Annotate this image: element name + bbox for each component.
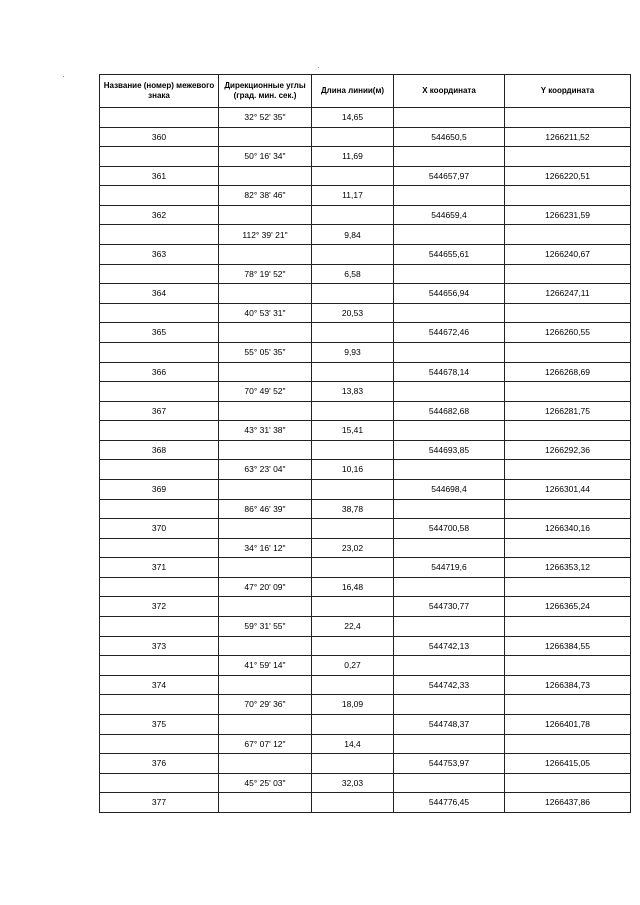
cell-y-coordinate: [505, 538, 631, 558]
cell-bearing: [219, 754, 312, 774]
cell-bearing: [219, 284, 312, 304]
cell-x-coordinate: 544742,13: [394, 636, 505, 656]
cell-bearing: 43° 31' 38": [219, 421, 312, 441]
cell-line-length: 13,83: [312, 382, 394, 402]
header-bearing: Дирекционные углы (град. мин. сек.): [219, 75, 312, 108]
cell-bearing: 55° 05' 35": [219, 342, 312, 362]
cell-y-coordinate: [505, 108, 631, 128]
cell-bearing: [219, 205, 312, 225]
cell-x-coordinate: 544698,4: [394, 479, 505, 499]
cell-x-coordinate: [394, 108, 505, 128]
cell-bearing: 34° 16' 12": [219, 538, 312, 558]
cell-line-length: 9,93: [312, 342, 394, 362]
cell-marker-name: [100, 382, 219, 402]
scan-speck: [63, 76, 64, 77]
table-row: [100, 303, 631, 323]
cell-y-coordinate: [505, 499, 631, 519]
cell-bearing: 78° 19' 52": [219, 264, 312, 284]
cell-x-coordinate: [394, 499, 505, 519]
cell-bearing: 112° 39' 21": [219, 225, 312, 245]
cell-y-coordinate: 1266292,36: [505, 440, 631, 460]
cell-bearing: 50° 16' 34": [219, 147, 312, 167]
cell-line-length: [312, 558, 394, 578]
cell-x-coordinate: [394, 186, 505, 206]
cell-bearing: [219, 793, 312, 813]
cell-marker-name: 362: [100, 205, 219, 225]
table-row: [100, 656, 631, 676]
cell-x-coordinate: 544753,97: [394, 754, 505, 774]
cell-line-length: [312, 519, 394, 539]
cell-marker-name: [100, 225, 219, 245]
cell-x-coordinate: 544656,94: [394, 284, 505, 304]
cell-bearing: [219, 440, 312, 460]
cell-bearing: 82° 38' 46": [219, 186, 312, 206]
cell-marker-name: 368: [100, 440, 219, 460]
table-row: [100, 499, 631, 519]
table-row: [100, 479, 631, 499]
cell-y-coordinate: [505, 342, 631, 362]
table-row: [100, 245, 631, 265]
cell-x-coordinate: [394, 421, 505, 441]
cell-line-length: 23,02: [312, 538, 394, 558]
table-row: [100, 205, 631, 225]
cell-y-coordinate: [505, 186, 631, 206]
cell-marker-name: [100, 656, 219, 676]
cell-line-length: [312, 754, 394, 774]
cell-line-length: 6,58: [312, 264, 394, 284]
cell-y-coordinate: [505, 577, 631, 597]
cell-bearing: 41° 59' 14": [219, 656, 312, 676]
cell-x-coordinate: 544693,85: [394, 440, 505, 460]
cell-marker-name: 370: [100, 519, 219, 539]
cell-x-coordinate: 544748,37: [394, 714, 505, 734]
cell-y-coordinate: 1266415,05: [505, 754, 631, 774]
cell-marker-name: 372: [100, 597, 219, 617]
cell-bearing: [219, 362, 312, 382]
cell-x-coordinate: [394, 734, 505, 754]
cell-line-length: [312, 675, 394, 695]
cell-line-length: [312, 479, 394, 499]
cell-marker-name: [100, 617, 219, 637]
cell-x-coordinate: [394, 460, 505, 480]
cell-line-length: [312, 362, 394, 382]
table-row: [100, 264, 631, 284]
cell-line-length: 11,69: [312, 147, 394, 167]
cell-x-coordinate: 544700,58: [394, 519, 505, 539]
cell-y-coordinate: 1266301,44: [505, 479, 631, 499]
cell-bearing: [219, 323, 312, 343]
cell-x-coordinate: 544682,68: [394, 401, 505, 421]
cell-x-coordinate: 544655,61: [394, 245, 505, 265]
cell-x-coordinate: [394, 577, 505, 597]
cell-x-coordinate: [394, 264, 505, 284]
table-row: [100, 460, 631, 480]
cell-marker-name: 367: [100, 401, 219, 421]
cell-bearing: [219, 558, 312, 578]
table-row: [100, 558, 631, 578]
cell-marker-name: 364: [100, 284, 219, 304]
cell-bearing: [219, 479, 312, 499]
cell-x-coordinate: [394, 147, 505, 167]
table-row: [100, 754, 631, 774]
cell-line-length: [312, 440, 394, 460]
header-line-length: Длина линии(м): [312, 75, 394, 108]
table-row: [100, 166, 631, 186]
cell-line-length: 18,09: [312, 695, 394, 715]
cell-marker-name: 377: [100, 793, 219, 813]
table-header-row: [100, 75, 631, 108]
cell-line-length: [312, 714, 394, 734]
cell-line-length: [312, 597, 394, 617]
cell-y-coordinate: 1266211,52: [505, 127, 631, 147]
cell-y-coordinate: 1266401,78: [505, 714, 631, 734]
table-row: [100, 421, 631, 441]
cell-x-coordinate: 544657,97: [394, 166, 505, 186]
cell-bearing: 70° 49' 52": [219, 382, 312, 402]
cell-x-coordinate: 544776,45: [394, 793, 505, 813]
cell-x-coordinate: 544659,4: [394, 205, 505, 225]
cell-bearing: [219, 714, 312, 734]
table-body: [100, 108, 631, 813]
cell-marker-name: [100, 421, 219, 441]
table-row: [100, 617, 631, 637]
cell-y-coordinate: [505, 617, 631, 637]
cell-x-coordinate: 544730,77: [394, 597, 505, 617]
table-row: [100, 108, 631, 128]
cell-y-coordinate: [505, 303, 631, 323]
cell-marker-name: [100, 734, 219, 754]
cell-line-length: 15,41: [312, 421, 394, 441]
cell-bearing: 45° 25' 03": [219, 773, 312, 793]
cell-y-coordinate: 1266353,12: [505, 558, 631, 578]
cell-marker-name: [100, 342, 219, 362]
cell-bearing: 47° 20' 09": [219, 577, 312, 597]
cell-bearing: [219, 401, 312, 421]
table-row: [100, 382, 631, 402]
cell-bearing: [219, 127, 312, 147]
cell-line-length: [312, 166, 394, 186]
cell-x-coordinate: 544742,33: [394, 675, 505, 695]
table-row: [100, 362, 631, 382]
cell-line-length: 11,17: [312, 186, 394, 206]
cell-y-coordinate: [505, 147, 631, 167]
cell-marker-name: 360: [100, 127, 219, 147]
cell-line-length: 9,84: [312, 225, 394, 245]
cell-y-coordinate: 1266340,16: [505, 519, 631, 539]
cell-y-coordinate: 1266384,55: [505, 636, 631, 656]
table-row: [100, 734, 631, 754]
cell-bearing: [219, 636, 312, 656]
cell-y-coordinate: [505, 773, 631, 793]
cell-marker-name: [100, 499, 219, 519]
cell-marker-name: 363: [100, 245, 219, 265]
table-row: [100, 225, 631, 245]
cell-x-coordinate: [394, 617, 505, 637]
cell-marker-name: [100, 264, 219, 284]
cell-y-coordinate: 1266231,59: [505, 205, 631, 225]
cell-line-length: [312, 636, 394, 656]
cell-y-coordinate: [505, 421, 631, 441]
cell-marker-name: [100, 186, 219, 206]
cell-line-length: 14,65: [312, 108, 394, 128]
table-row: [100, 323, 631, 343]
table-row: [100, 636, 631, 656]
table-row: [100, 577, 631, 597]
cell-marker-name: [100, 147, 219, 167]
cell-bearing: 59° 31' 55": [219, 617, 312, 637]
cell-bearing: [219, 519, 312, 539]
cell-line-length: 22,4: [312, 617, 394, 637]
header-x-coordinate: X координата: [394, 75, 505, 108]
cell-x-coordinate: [394, 342, 505, 362]
cell-line-length: [312, 793, 394, 813]
cell-y-coordinate: [505, 734, 631, 754]
cell-y-coordinate: 1266240,67: [505, 245, 631, 265]
header-y-coordinate: Y координата: [505, 75, 631, 108]
cell-x-coordinate: [394, 382, 505, 402]
cell-y-coordinate: [505, 695, 631, 715]
table-row: [100, 695, 631, 715]
cell-marker-name: 376: [100, 754, 219, 774]
scan-speck: [318, 67, 319, 68]
cell-y-coordinate: 1266437,86: [505, 793, 631, 813]
cell-bearing: 32° 52' 35": [219, 108, 312, 128]
table-row: [100, 186, 631, 206]
table-row: [100, 147, 631, 167]
table-row: [100, 714, 631, 734]
cell-y-coordinate: 1266260,55: [505, 323, 631, 343]
cell-marker-name: [100, 108, 219, 128]
cell-marker-name: 373: [100, 636, 219, 656]
cell-line-length: [312, 127, 394, 147]
cell-bearing: 40° 53' 31": [219, 303, 312, 323]
cell-y-coordinate: [505, 460, 631, 480]
cell-line-length: [312, 245, 394, 265]
cell-bearing: 86° 46' 39": [219, 499, 312, 519]
cell-bearing: [219, 166, 312, 186]
cell-line-length: [312, 323, 394, 343]
cell-x-coordinate: [394, 225, 505, 245]
cell-x-coordinate: [394, 303, 505, 323]
table-row: [100, 284, 631, 304]
cell-line-length: 16,48: [312, 577, 394, 597]
cell-marker-name: [100, 577, 219, 597]
cell-line-length: [312, 205, 394, 225]
table-row: [100, 401, 631, 421]
cell-x-coordinate: 544650,5: [394, 127, 505, 147]
cell-y-coordinate: 1266268,69: [505, 362, 631, 382]
table-row: [100, 440, 631, 460]
header-marker-name: Название (номер) межевого знака: [100, 75, 219, 108]
cell-line-length: 32,03: [312, 773, 394, 793]
cell-marker-name: 375: [100, 714, 219, 734]
cell-marker-name: [100, 773, 219, 793]
cell-x-coordinate: 544678,14: [394, 362, 505, 382]
cell-y-coordinate: [505, 264, 631, 284]
table-row: [100, 538, 631, 558]
cell-marker-name: 369: [100, 479, 219, 499]
cell-line-length: [312, 401, 394, 421]
table-row: [100, 127, 631, 147]
cell-bearing: 63° 23' 04": [219, 460, 312, 480]
cell-marker-name: 365: [100, 323, 219, 343]
cell-x-coordinate: [394, 773, 505, 793]
cell-line-length: 14,4: [312, 734, 394, 754]
cell-marker-name: [100, 303, 219, 323]
table-row: [100, 342, 631, 362]
cell-bearing: [219, 675, 312, 695]
cell-y-coordinate: 1266365,24: [505, 597, 631, 617]
cell-marker-name: [100, 538, 219, 558]
cell-x-coordinate: 544719,6: [394, 558, 505, 578]
cell-y-coordinate: 1266220,51: [505, 166, 631, 186]
cell-x-coordinate: [394, 695, 505, 715]
cell-line-length: [312, 284, 394, 304]
table-row: [100, 519, 631, 539]
boundary-coordinates-table: [99, 74, 631, 813]
cell-bearing: 70° 29' 36": [219, 695, 312, 715]
cell-marker-name: [100, 460, 219, 480]
table-row: [100, 793, 631, 813]
table-row: [100, 773, 631, 793]
cell-y-coordinate: 1266384,73: [505, 675, 631, 695]
cell-marker-name: 366: [100, 362, 219, 382]
cell-marker-name: 361: [100, 166, 219, 186]
cell-x-coordinate: [394, 656, 505, 676]
cell-marker-name: 374: [100, 675, 219, 695]
cell-bearing: 67° 07' 12": [219, 734, 312, 754]
cell-y-coordinate: [505, 225, 631, 245]
cell-y-coordinate: [505, 656, 631, 676]
table-row: [100, 675, 631, 695]
cell-bearing: [219, 597, 312, 617]
cell-x-coordinate: 544672,46: [394, 323, 505, 343]
cell-y-coordinate: [505, 382, 631, 402]
cell-line-length: 38,78: [312, 499, 394, 519]
cell-bearing: [219, 245, 312, 265]
cell-y-coordinate: 1266247,11: [505, 284, 631, 304]
cell-y-coordinate: 1266281,75: [505, 401, 631, 421]
cell-line-length: 0,27: [312, 656, 394, 676]
table-row: [100, 597, 631, 617]
cell-line-length: 20,53: [312, 303, 394, 323]
cell-x-coordinate: [394, 538, 505, 558]
cell-line-length: 10,16: [312, 460, 394, 480]
cell-marker-name: 371: [100, 558, 219, 578]
cell-marker-name: [100, 695, 219, 715]
